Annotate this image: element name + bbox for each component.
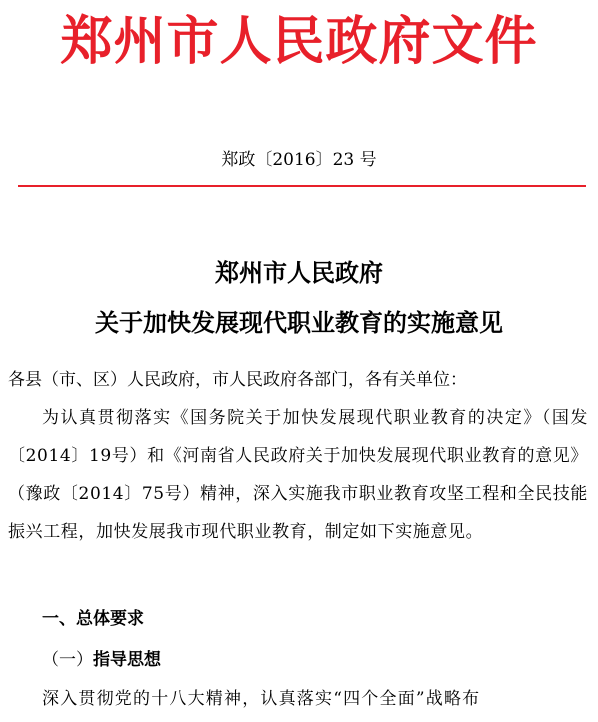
body-text-line: 深入贯彻党的十八大精神，认真落实“四个全面”战略布 bbox=[42, 689, 481, 709]
subsection-number: （一） bbox=[42, 650, 93, 670]
addressee-line: 各县（市、区）人民政府，市人民政府各部门，各有关单位： bbox=[8, 370, 467, 390]
subsection-label: 指导思想 bbox=[93, 650, 161, 670]
document-number: 郑政〔2016〕23 号 bbox=[221, 150, 377, 170]
section-heading-general-requirements: 一、总体要求 bbox=[42, 609, 144, 629]
intro-paragraph: 为认真贯彻落实《国务院关于加快发展现代职业教育的决定》（国发〔2014〕19号）和《河南省人民政府关于加快发展现代职业教育的意见》（豫政〔2014〕75号）精神，深入实施我市职业教育攻坚工程和全民技能振兴工程，加快发展我市现代职业教育，制定如下实施意见。 bbox=[8, 408, 588, 542]
red-header-title: 郑州市人民政府文件 bbox=[60, 11, 538, 72]
subsection-heading-guiding-ideology bbox=[42, 645, 161, 675]
subject-issuer: 郑州市人民政府 bbox=[215, 258, 383, 287]
red-divider-line bbox=[18, 185, 586, 187]
subject-title: 关于加快发展现代职业教育的实施意见 bbox=[95, 308, 503, 337]
